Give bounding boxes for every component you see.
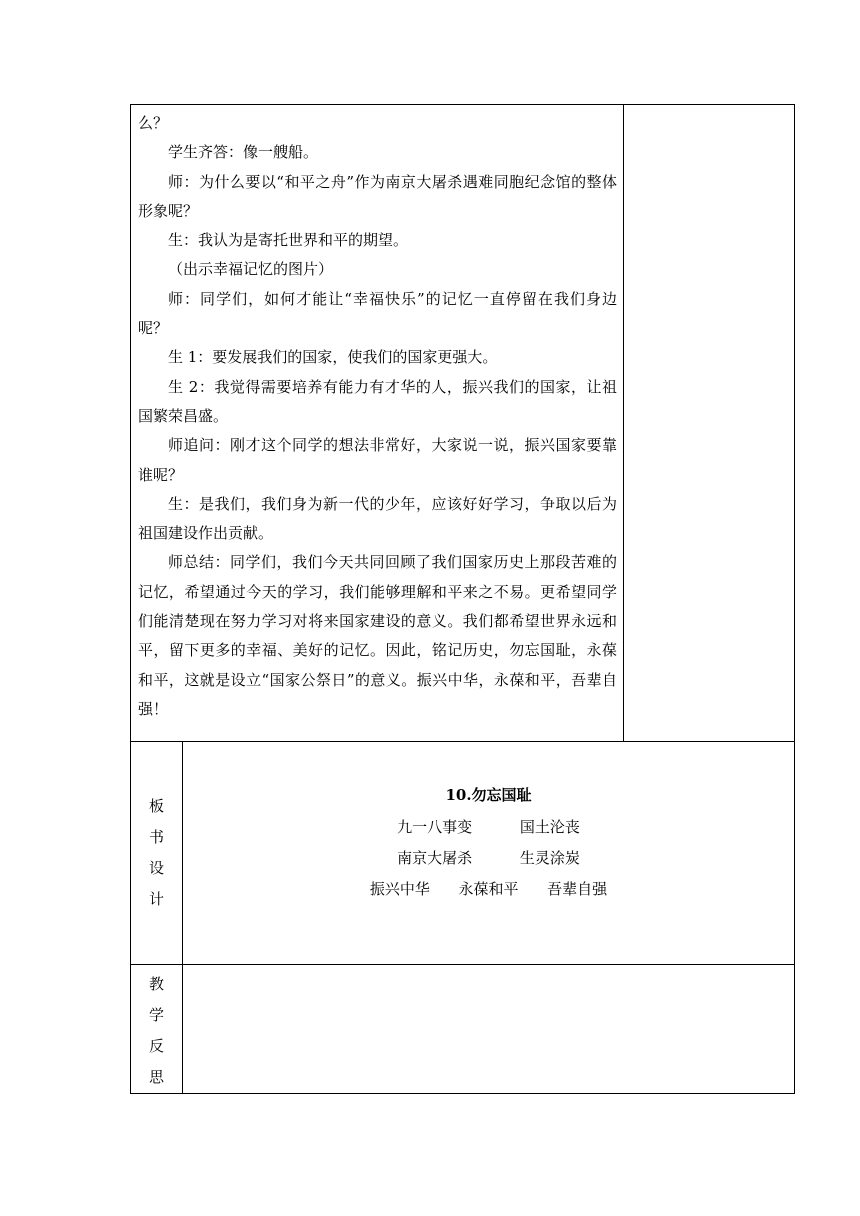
board-design bbox=[183, 742, 794, 905]
label-char: 计 bbox=[148, 890, 164, 908]
board-title: 10.勿忘国耻 bbox=[445, 786, 532, 804]
process-paragraph: 生 1：要发展我们的国家，使我们的国家更强大。 bbox=[168, 348, 498, 367]
label-char: 思 bbox=[148, 1068, 164, 1086]
process-paragraph: （出示幸福记忆的图片） bbox=[168, 260, 334, 279]
process-paragraph: 生：是我们，我们身为新一代的少年，应该好好学习，争取以后为祖国建设作出贡献。 bbox=[138, 494, 618, 543]
board-line: 九一八事变 国土沦丧 bbox=[397, 818, 580, 836]
teaching-process-cell bbox=[131, 105, 624, 742]
board-design-content bbox=[183, 742, 795, 965]
board-design-label-text bbox=[131, 791, 182, 915]
board-line: 振兴中华 永葆和平 吾辈自强 bbox=[369, 880, 608, 898]
lesson-plan-table bbox=[130, 104, 795, 1094]
board-design-label bbox=[131, 742, 183, 965]
label-char: 反 bbox=[148, 1037, 164, 1055]
process-paragraph: 生：我认为是寄托世界和平的期望。 bbox=[168, 231, 409, 250]
process-paragraph: 么？ bbox=[138, 114, 169, 132]
board-design-row bbox=[131, 742, 795, 965]
board-line: 南京大屠杀 生灵涂炭 bbox=[397, 849, 580, 867]
side-notes-cell bbox=[624, 105, 795, 742]
reflection-label bbox=[131, 965, 183, 1094]
reflection-row bbox=[131, 965, 795, 1094]
process-paragraph: 师：同学们，如何才能让“幸福快乐”的记忆一直停留在我们身边呢？ bbox=[138, 289, 618, 338]
label-char: 学 bbox=[148, 1006, 164, 1024]
label-char: 教 bbox=[148, 975, 164, 993]
teaching-process-text bbox=[131, 105, 623, 724]
process-paragraph: 师追问：刚才这个同学的想法非常好，大家说一说，振兴国家要靠谁呢？ bbox=[138, 436, 618, 484]
label-char: 设 bbox=[148, 859, 164, 877]
label-char: 书 bbox=[148, 828, 164, 846]
process-paragraph: 师总结：同学们，我们今天共同回顾了我们国家历史上那段苦难的记忆，希望通过今天的学习，我们能够理解和平来之不易。更希望同学们能清楚现在努力学习对将来国家建设的意义。我们都希望世界永远和平，留下更多的幸福、美好的记忆。因此，铭记历史，勿忘国耻，永葆和平，这就是设立“国家公祭日”的意义。振兴中华，永葆和平，吾辈自强！ bbox=[138, 553, 618, 718]
process-row bbox=[131, 105, 795, 742]
process-paragraph: 生 2：我觉得需要培养有能力有才华的人，振兴我们的国家，让祖国繁荣昌盛。 bbox=[138, 377, 618, 425]
reflection-content bbox=[183, 965, 795, 1094]
label-char: 板 bbox=[148, 797, 164, 815]
process-paragraph: 师：为什么要以“和平之舟”作为南京大屠杀遇难同胞纪念馆的整体形象呢？ bbox=[138, 172, 618, 220]
reflection-label-text bbox=[131, 965, 182, 1093]
process-paragraph: 学生齐答：像一艘船。 bbox=[168, 143, 319, 162]
